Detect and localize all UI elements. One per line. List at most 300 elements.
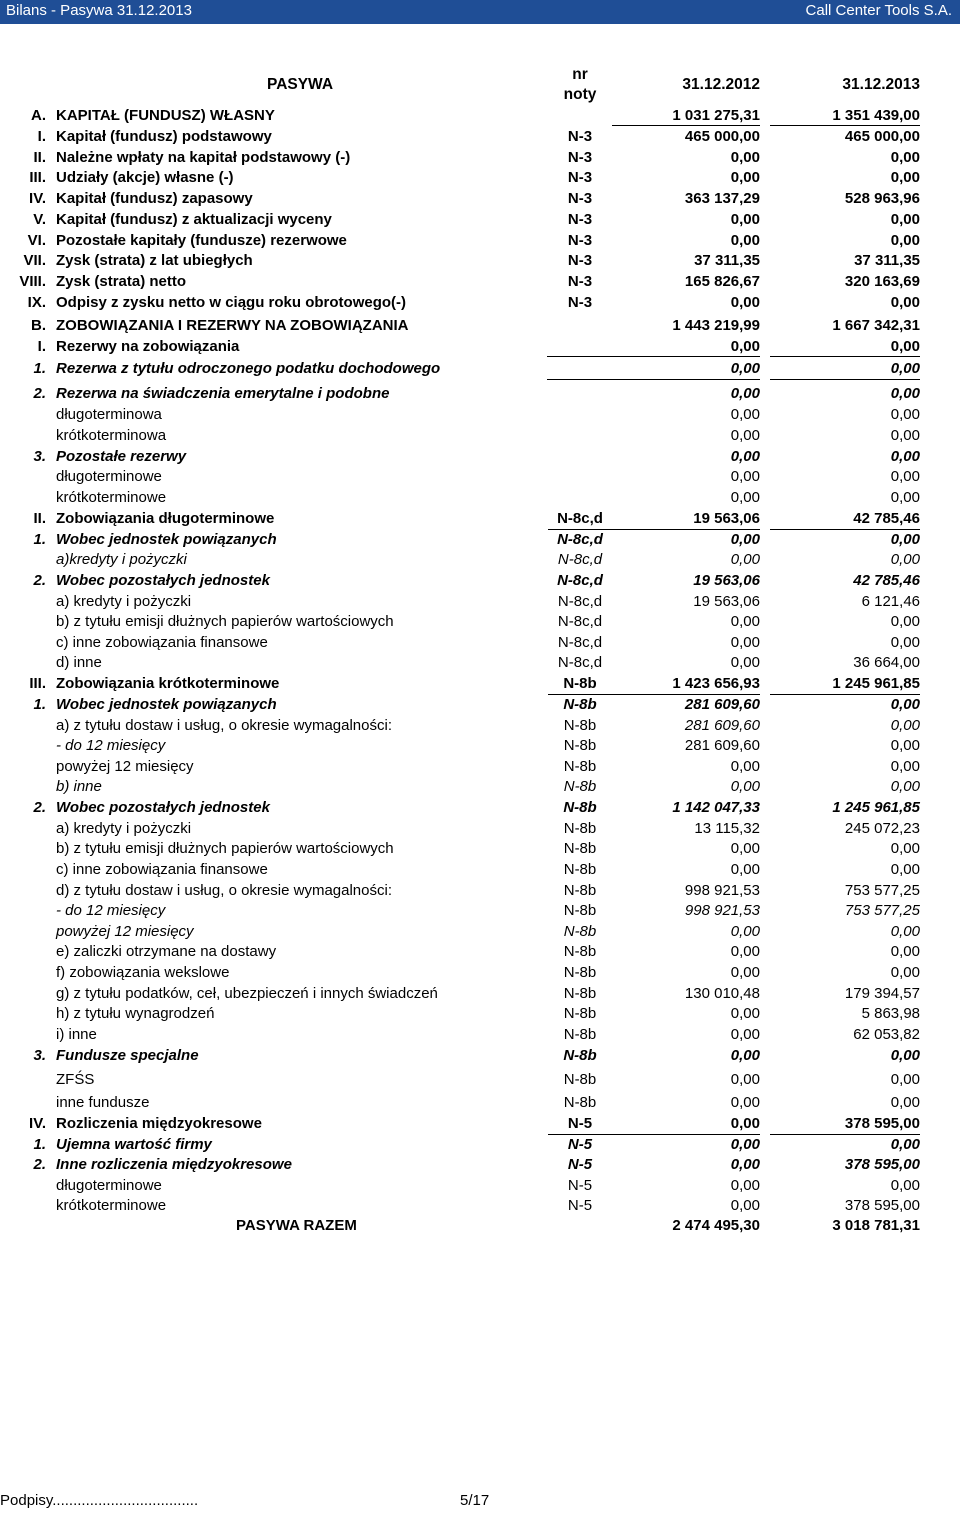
row-value-2013: 0,00 — [890, 1094, 920, 1111]
row-note: N-8c,d — [557, 551, 603, 568]
row-value-2012: 0,00 — [730, 489, 760, 506]
table-row — [0, 901, 960, 921]
table-row — [0, 106, 960, 126]
table-row — [0, 1176, 960, 1196]
row-value-2012: 0,00 — [730, 923, 760, 940]
row-note: N-8b — [563, 778, 597, 795]
row-note: N-8b — [563, 964, 597, 981]
row-value-2013: 0,00 — [890, 360, 920, 377]
table-row — [0, 148, 960, 168]
row-value-2013: 0,00 — [890, 1047, 920, 1064]
row-label: Zobowiązania krótkoterminowe — [56, 675, 280, 692]
table-row — [0, 272, 960, 292]
row-label: Zysk (strata) z lat ubiegłych — [56, 252, 253, 269]
row-note: N-8b — [563, 985, 597, 1002]
row-value-2013: 0,00 — [890, 737, 920, 754]
row-value-2012: 0,00 — [730, 1156, 760, 1173]
row-note: N-8b — [563, 882, 597, 899]
row-value-2012: 0,00 — [730, 1071, 760, 1088]
row-value-2013: 0,00 — [890, 634, 920, 651]
row-value-2012: 0,00 — [730, 654, 760, 671]
row-value-2012: 37 311,35 — [694, 252, 760, 269]
row-value-2013: 378 595,00 — [844, 1115, 920, 1132]
row-value-2012: 0,00 — [730, 211, 760, 228]
row-label: c) inne zobowiązania finansowe — [56, 861, 268, 878]
row-label: a) kredyty i pożyczki — [56, 820, 192, 837]
table-row — [0, 653, 960, 673]
row-value-2013: 0,00 — [890, 1071, 920, 1088]
row-value-2012: 0,00 — [730, 385, 760, 402]
row-value-2013: 0,00 — [890, 468, 920, 485]
row-number: 3. — [33, 1047, 46, 1064]
row-value-2012: 0,00 — [730, 758, 760, 775]
row-note: N-5 — [567, 1156, 593, 1173]
row-value-2013: 0,00 — [890, 338, 920, 355]
row-value-2013: 0,00 — [890, 531, 920, 548]
row-value-2013: 320 163,69 — [844, 273, 920, 290]
row-number: VII. — [23, 252, 46, 269]
row-number: 1. — [33, 531, 46, 548]
row-value-2013: 0,00 — [890, 385, 920, 402]
table-row — [0, 984, 960, 1004]
row-value-2012: 19 563,06 — [693, 572, 760, 589]
table-row — [0, 612, 960, 632]
row-label: Zobowiązania długoterminowe — [56, 510, 275, 527]
table-row — [0, 839, 960, 859]
row-note: N-5 — [567, 1197, 593, 1214]
table-row — [0, 426, 960, 446]
row-note: N-8b — [563, 758, 597, 775]
row-note: N-5 — [567, 1177, 593, 1194]
row-value-2013: 0,00 — [890, 1177, 920, 1194]
row-value-2013: 0,00 — [890, 613, 920, 630]
row-value-2013: 5 863,98 — [861, 1005, 920, 1022]
underline-divider — [548, 529, 760, 530]
row-value-2013: 42 785,46 — [853, 572, 920, 589]
row-value-2012: 0,00 — [730, 1177, 760, 1194]
row-value-2013: 245 072,23 — [844, 820, 920, 837]
row-number: B. — [31, 317, 46, 334]
row-number: 3. — [33, 448, 46, 465]
table-row — [0, 674, 960, 694]
row-label: b) z tytułu emisji dłużnych papierów wartościowych — [56, 613, 394, 630]
row-value-2013: 36 664,00 — [853, 654, 920, 671]
row-value-2012: 19 563,06 — [693, 510, 760, 527]
row-value-2012: 0,00 — [730, 634, 760, 651]
row-note: N-5 — [567, 1115, 593, 1132]
row-note: N-3 — [567, 294, 593, 311]
row-note: N-8c,d — [557, 531, 603, 548]
row-value-2012: 0,00 — [730, 778, 760, 795]
row-note: N-3 — [567, 128, 593, 145]
row-value-2012: 0,00 — [730, 943, 760, 960]
row-label: a)kredyty i pożyczki — [56, 551, 187, 568]
row-number: I. — [37, 338, 46, 355]
underline-divider — [548, 694, 760, 695]
row-label: krótkoterminowa — [56, 427, 167, 444]
table-row — [0, 530, 960, 550]
row-number: I. — [37, 128, 46, 145]
row-value-2012: 0,00 — [730, 1026, 760, 1043]
row-value-2012: 0,00 — [730, 360, 760, 377]
signatures-line: Podpisy................................... — [0, 1492, 199, 1509]
row-label: e) zaliczki otrzymane na dostawy — [56, 943, 277, 960]
row-value-2012: 19 563,06 — [693, 593, 760, 610]
table-row — [0, 1070, 960, 1090]
row-value-2013: 0,00 — [890, 923, 920, 940]
row-value-2012: 363 137,29 — [684, 190, 760, 207]
table-row — [0, 1196, 960, 1216]
row-value-2013: 37 311,35 — [854, 252, 920, 269]
row-value-2012: 1 031 275,31 — [672, 107, 760, 124]
row-note: N-8b — [563, 1047, 597, 1064]
row-value-2013: 0,00 — [890, 943, 920, 960]
row-label: Odpisy z zysku netto w ciągu roku obrotowego(-) — [56, 294, 407, 311]
row-label: Udziały (akcje) własne (-) — [56, 169, 234, 186]
row-number: 2. — [33, 799, 46, 816]
underline-divider — [612, 125, 760, 126]
underline-divider — [770, 1134, 920, 1135]
row-value-2012: 0,00 — [730, 294, 760, 311]
total-row — [0, 1216, 960, 1236]
row-value-2012: 0,00 — [730, 338, 760, 355]
row-value-2013: 0,00 — [890, 778, 920, 795]
row-label: a) kredyty i pożyczki — [56, 593, 192, 610]
row-label: d) inne — [56, 654, 102, 671]
row-label: powyżej 12 miesięcy — [56, 758, 194, 775]
row-number: 2. — [33, 385, 46, 402]
row-number: VIII. — [19, 273, 46, 290]
row-label: Pozostałe rezerwy — [56, 448, 187, 465]
row-note: N-8b — [563, 696, 597, 713]
table-row — [0, 210, 960, 230]
row-value-2012: 0,00 — [730, 448, 760, 465]
row-value-2012: 0,00 — [730, 468, 760, 485]
table-row — [0, 860, 960, 880]
row-value-2013: 0,00 — [890, 406, 920, 423]
table-row — [0, 293, 960, 313]
row-value-2012: 0,00 — [730, 1115, 760, 1132]
row-value-2013: 0,00 — [890, 427, 920, 444]
table-row — [0, 127, 960, 147]
row-value-2013: 1 667 342,31 — [832, 317, 920, 334]
row-value-2012: 0,00 — [730, 1047, 760, 1064]
row-value-2013: 0,00 — [890, 232, 920, 249]
table-row — [0, 488, 960, 508]
row-note: N-8b — [563, 1094, 597, 1111]
row-note: N-3 — [567, 211, 593, 228]
underline-divider — [770, 356, 920, 357]
row-label: krótkoterminowe — [56, 1197, 167, 1214]
row-value-2013: 0,00 — [890, 840, 920, 857]
row-note: N-8c,d — [557, 634, 603, 651]
row-note: N-3 — [567, 149, 593, 166]
row-value-2012: 0,00 — [730, 613, 760, 630]
row-label: i) inne — [56, 1026, 97, 1043]
row-value-2013: 0,00 — [890, 169, 920, 186]
row-value-2013: 0,00 — [890, 448, 920, 465]
table-row — [0, 1114, 960, 1134]
row-value-2012: 465 000,00 — [684, 128, 760, 145]
table-row — [0, 447, 960, 467]
row-value-2012: 998 921,53 — [684, 882, 760, 899]
row-label: Fundusze specjalne — [56, 1047, 199, 1064]
row-number: V. — [33, 211, 46, 228]
table-row — [0, 337, 960, 357]
table-row — [0, 736, 960, 756]
row-label: ZFŚS — [56, 1071, 95, 1088]
row-value-2013: 753 577,25 — [844, 902, 920, 919]
notes-header-line2: noty — [563, 86, 597, 103]
row-value-2013: 0,00 — [890, 489, 920, 506]
page-number: 5/17 — [460, 1492, 490, 1509]
row-value-2013: 0,00 — [890, 551, 920, 568]
row-value-2013: 62 053,82 — [853, 1026, 920, 1043]
row-value-2012: 998 921,53 — [684, 902, 760, 919]
notes-header-line1: nr — [572, 66, 588, 83]
row-number: 2. — [33, 572, 46, 589]
row-label: krótkoterminowe — [56, 489, 167, 506]
row-label: Rezerwy na zobowiązania — [56, 338, 240, 355]
row-number: IV. — [29, 1115, 46, 1132]
row-label: Wobec pozostałych jednostek — [56, 572, 270, 589]
row-label: f) zobowiązania wekslowe — [56, 964, 230, 981]
row-note: N-3 — [567, 252, 593, 269]
total-label: PASYWA RAZEM — [236, 1217, 357, 1234]
underline-divider — [547, 356, 760, 357]
table-row — [0, 359, 960, 379]
row-note: N-8b — [563, 861, 597, 878]
row-value-2012: 0,00 — [730, 964, 760, 981]
row-note: N-3 — [567, 232, 593, 249]
row-number: 2. — [33, 1156, 46, 1173]
row-value-2013: 0,00 — [890, 696, 920, 713]
row-value-2012: 0,00 — [730, 551, 760, 568]
table-row — [0, 592, 960, 612]
row-note: N-8c,d — [557, 654, 603, 671]
underline-divider — [547, 379, 760, 380]
row-label: b) z tytułu emisji dłużnych papierów wartościowych — [56, 840, 394, 857]
row-number: III. — [29, 169, 46, 186]
table-row — [0, 1093, 960, 1113]
table-row — [0, 405, 960, 425]
row-note: N-8c,d — [557, 572, 603, 589]
row-label: Kapitał (fundusz) z aktualizacji wyceny — [56, 211, 332, 228]
row-label: h) z tytułu wynagrodzeń — [56, 1005, 215, 1022]
row-value-2013: 179 394,57 — [844, 985, 920, 1002]
underline-divider — [770, 125, 920, 126]
table-row — [0, 1155, 960, 1175]
row-value-2012: 0,00 — [730, 1136, 760, 1153]
row-value-2013: 465 000,00 — [844, 128, 920, 145]
row-value-2012: 1 443 219,99 — [672, 317, 760, 334]
row-note: N-5 — [567, 1136, 593, 1153]
row-number: 1. — [33, 1136, 46, 1153]
row-value-2013: 0,00 — [890, 964, 920, 981]
row-value-2013: 0,00 — [890, 1136, 920, 1153]
row-note: N-8c,d — [557, 593, 603, 610]
row-value-2012: 165 826,67 — [684, 273, 760, 290]
row-label: a) z tytułu dostaw i usług, o okresie wymagalności: — [56, 717, 392, 734]
row-value-2013: 1 245 961,85 — [832, 675, 920, 692]
table-row — [0, 1135, 960, 1155]
row-note: N-8b — [563, 799, 597, 816]
total-value-2013: 3 018 781,31 — [832, 1217, 920, 1234]
table-row — [0, 922, 960, 942]
row-number: 1. — [33, 360, 46, 377]
underline-divider — [770, 529, 920, 530]
row-value-2012: 0,00 — [730, 1197, 760, 1214]
total-value-2012: 2 474 495,30 — [672, 1217, 760, 1234]
table-row — [0, 1025, 960, 1045]
row-value-2012: 281 609,60 — [684, 696, 760, 713]
column-header-2013: 31.12.2013 — [842, 76, 920, 93]
row-number: VI. — [27, 232, 46, 249]
row-value-2013: 42 785,46 — [853, 510, 920, 527]
row-number: II. — [33, 149, 46, 166]
row-label: KAPITAŁ (FUNDUSZ) WŁASNY — [56, 107, 275, 124]
row-note: N-8b — [563, 820, 597, 837]
row-note: N-8b — [563, 675, 597, 692]
table-row — [0, 716, 960, 736]
row-label: Wobec pozostałych jednostek — [56, 799, 270, 816]
table-row — [0, 757, 960, 777]
table-row — [0, 633, 960, 653]
column-header-2012: 31.12.2012 — [682, 76, 760, 93]
row-value-2012: 0,00 — [730, 531, 760, 548]
row-note: N-8c,d — [557, 510, 603, 527]
row-value-2013: 0,00 — [890, 149, 920, 166]
row-note: N-3 — [567, 190, 593, 207]
table-row — [0, 251, 960, 271]
row-value-2012: 0,00 — [730, 427, 760, 444]
row-number: 1. — [33, 696, 46, 713]
row-value-2012: 281 609,60 — [684, 737, 760, 754]
row-value-2013: 1 351 439,00 — [832, 107, 920, 124]
row-number: III. — [29, 675, 46, 692]
table-row — [0, 571, 960, 591]
row-label: b) inne — [56, 778, 102, 795]
row-value-2012: 130 010,48 — [684, 985, 760, 1002]
row-label: Kapitał (fundusz) zapasowy — [56, 190, 253, 207]
row-value-2012: 281 609,60 — [684, 717, 760, 734]
row-label: - do 12 miesięcy — [56, 902, 166, 919]
table-row — [0, 384, 960, 404]
table-row — [0, 231, 960, 251]
row-value-2012: 0,00 — [730, 406, 760, 423]
table-row — [0, 777, 960, 797]
row-label: - do 12 miesięcy — [56, 737, 166, 754]
row-note: N-8b — [563, 1026, 597, 1043]
row-label: Rezerwa na świadczenia emerytalne i podobne — [56, 385, 390, 402]
row-value-2013: 1 245 961,85 — [832, 799, 920, 816]
row-label: Inne rozliczenia międzyokresowe — [56, 1156, 292, 1173]
table-row — [0, 467, 960, 487]
table-row — [0, 189, 960, 209]
underline-divider — [770, 379, 920, 380]
table-row — [0, 168, 960, 188]
row-value-2013: 378 595,00 — [844, 1156, 920, 1173]
row-label: Rezerwa z tytułu odroczonego podatku dochodowego — [56, 360, 441, 377]
table-row — [0, 1046, 960, 1066]
row-value-2012: 1 423 656,93 — [672, 675, 760, 692]
row-value-2012: 0,00 — [730, 1094, 760, 1111]
row-number: II. — [33, 510, 46, 527]
row-label: g) z tytułu podatków, ceł, ubezpieczeń i innych świadczeń — [56, 985, 438, 1002]
row-value-2013: 0,00 — [890, 717, 920, 734]
row-value-2012: 0,00 — [730, 861, 760, 878]
row-note: N-8b — [563, 902, 597, 919]
row-note: N-8b — [563, 840, 597, 857]
row-label: Należne wpłaty na kapitał podstawowy (-) — [56, 149, 351, 166]
row-value-2013: 0,00 — [890, 294, 920, 311]
row-value-2013: 0,00 — [890, 861, 920, 878]
row-label: długoterminowa — [56, 406, 162, 423]
row-value-2013: 0,00 — [890, 211, 920, 228]
row-label: Kapitał (fundusz) podstawowy — [56, 128, 272, 145]
row-note: N-8b — [563, 943, 597, 960]
table-row — [0, 942, 960, 962]
table-row — [0, 963, 960, 983]
row-label: Ujemna wartość firmy — [56, 1136, 212, 1153]
row-label: Pozostałe kapitały (fundusze) rezerwowe — [56, 232, 347, 249]
row-value-2012: 0,00 — [730, 169, 760, 186]
row-note: N-8b — [563, 717, 597, 734]
table-row — [0, 695, 960, 715]
row-value-2012: 0,00 — [730, 232, 760, 249]
row-value-2012: 0,00 — [730, 149, 760, 166]
row-label: inne fundusze — [56, 1094, 150, 1111]
row-value-2012: 1 142 047,33 — [672, 799, 760, 816]
table-row — [0, 550, 960, 570]
row-note: N-8c,d — [557, 613, 603, 630]
table-row — [0, 881, 960, 901]
row-label: Wobec jednostek powiązanych — [56, 531, 277, 548]
row-label: powyżej 12 miesięcy — [56, 923, 194, 940]
document-title: Bilans - Pasywa 31.12.2013 — [6, 2, 192, 19]
table-row — [0, 798, 960, 818]
row-value-2013: 528 963,96 — [844, 190, 920, 207]
row-value-2012: 0,00 — [730, 840, 760, 857]
row-label: d) z tytułu dostaw i usług, o okresie wymagalności: — [56, 882, 392, 899]
row-label: Wobec jednostek powiązanych — [56, 696, 277, 713]
row-value-2013: 753 577,25 — [844, 882, 920, 899]
table-row — [0, 1004, 960, 1024]
row-value-2012: 13 115,32 — [694, 820, 760, 837]
row-note: N-8b — [563, 1071, 597, 1088]
row-note: N-8b — [563, 923, 597, 940]
row-label: długoterminowe — [56, 468, 162, 485]
row-label: Rozliczenia międzyokresowe — [56, 1115, 262, 1132]
row-value-2013: 378 595,00 — [844, 1197, 920, 1214]
underline-divider — [548, 1134, 760, 1135]
row-note: N-8b — [563, 737, 597, 754]
table-row — [0, 316, 960, 336]
section-heading: PASYWA — [267, 76, 334, 93]
row-label: Zysk (strata) netto — [56, 273, 187, 290]
row-number: A. — [31, 107, 46, 124]
underline-divider — [770, 694, 920, 695]
row-value-2013: 6 121,46 — [861, 593, 920, 610]
row-note: N-3 — [567, 169, 593, 186]
row-number: IX. — [27, 294, 46, 311]
row-value-2012: 0,00 — [730, 1005, 760, 1022]
row-note: N-3 — [567, 273, 593, 290]
row-note: N-8b — [563, 1005, 597, 1022]
row-label: ZOBOWIĄZANIA I REZERWY NA ZOBOWIĄZANIA — [56, 317, 409, 334]
row-value-2013: 0,00 — [890, 758, 920, 775]
row-label: c) inne zobowiązania finansowe — [56, 634, 268, 651]
